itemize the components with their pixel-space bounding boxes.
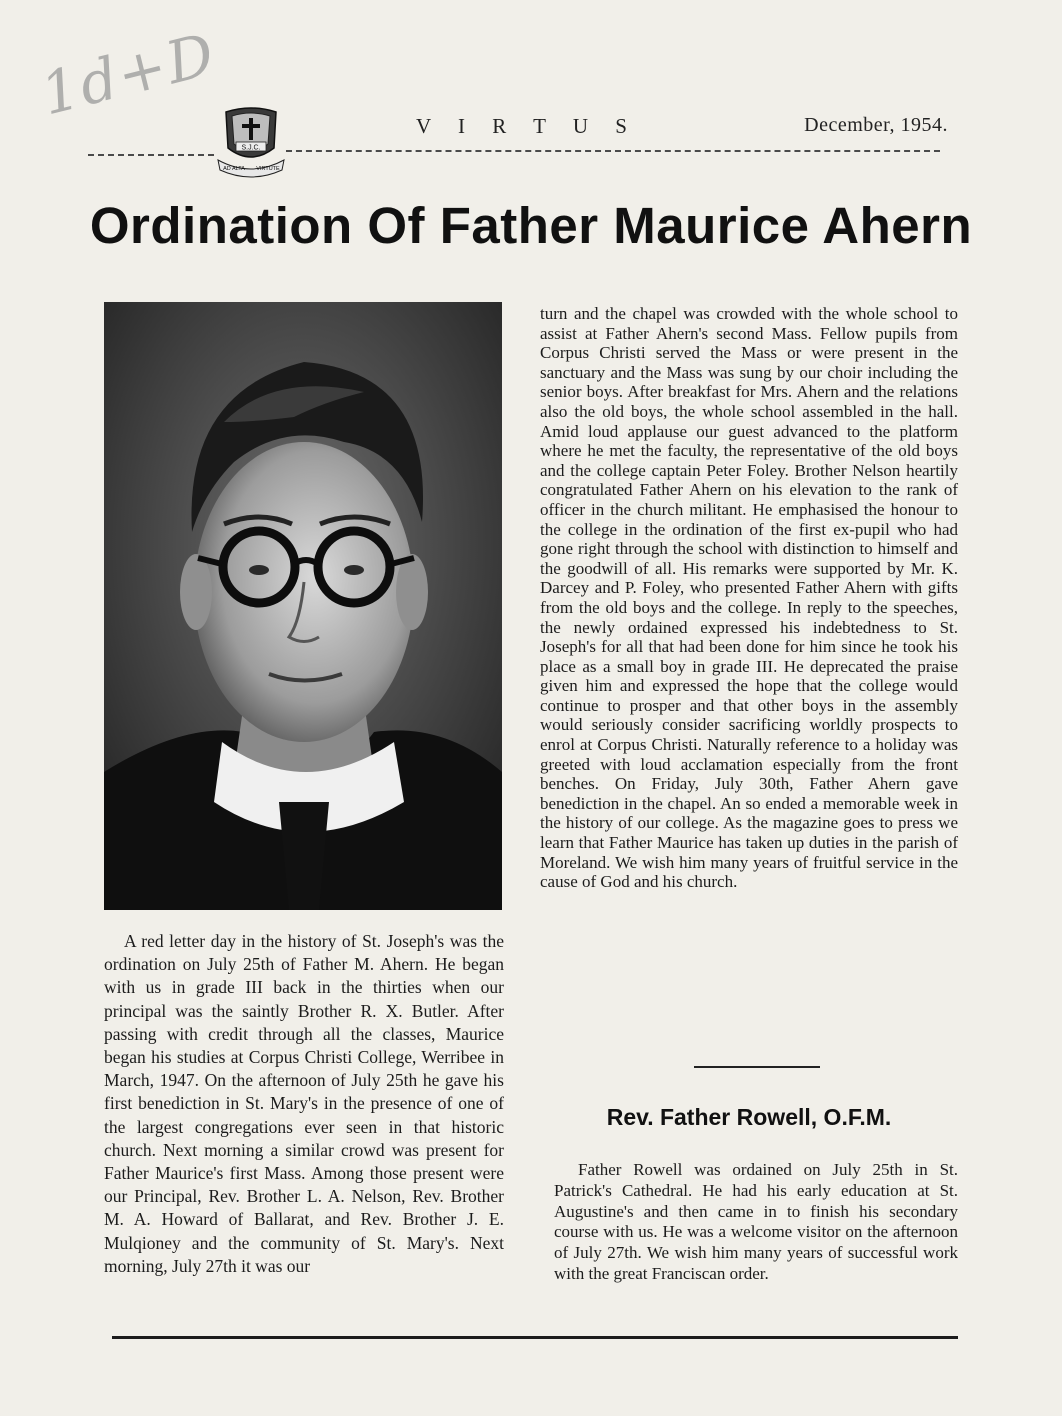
page-header xyxy=(88,100,958,180)
crest-initials: S.J.C. xyxy=(241,144,261,152)
article-left-column: A red letter day in the history of St. Joseph's was the ordination on July 25th of Father M. Ahern. He began with us in grade III back in the thirties when our principal was the saintly Brother R. X. Butler. After passing with credit through all the classes, Maurice began his studies at Corpus Christi College, Werribee in March, 1947. On the afternoon of July 25th he gave his first benediction in St. Mary's in the presence of one of the largest congregations ever seen in that historic church. Next morning a similar crowd was present for Father Maurice's first Mass. Among those present were our Principal, Rev. Brother L. A. Nelson, Rev. Brother M. A. Howard of Ballarat, and Rev. Brother J. E. Mulqioney and the community of St. Mary's. Next morning, July 27th it was our xyxy=(104,931,504,1276)
issue-date: December, 1954. xyxy=(804,114,948,136)
school-crest-icon xyxy=(216,104,286,180)
article-right-column: turn and the chapel was crowded with the whole school to assist at Father Ahern's second Mass. Fellow pupils from Corpus Christi served the Mass or were present in the sanctuary and the Mass was sung by our choir including the senior boys. After breakfast for Mrs. Ahern and the relations also the old boys, the whole school assembled in the hall. Amid loud applause our guest advanced to the platform where he met the faculty, the representative of the old boys and the college captain Peter Foley. Brother Nelson heartily congratulated Father Ahern on his elevation to the rank of officer in the church militant. He emphasised the honour to the college in the ordination of the first ex-pupil who had gone right through the school with distinction to himself and the goodwill of all. His remarks were supported by Mr. K. Darcey and P. Foley, who presented Father Ahern with gifts from the old boys and the college. In reply to the speeches, the newly ordained expressed his indebtedness to St. Joseph's for all that had been done for him since he took his place as a small boy in grade III. He deprecated the praise given him and expressed the hope that the college would continue to prosper and that other boys in the assembly would seriously consider sacrificing worldly prospects to enrol at Corpus Christi. Naturally reference to a holiday was greeted with loud acclamation especially from the front benches. On Friday, July 30th, Father Ahern gave benediction in the chapel. An so ended a memorable week in the history of our college. As the magazine goes to press we learn that Father Maurice has taken up duties in the parish of Moreland. We wish him many years of fruitful service in the cause of God and his church. xyxy=(540,304,958,892)
handwritten-note: 1d+D xyxy=(34,19,223,129)
page-bottom-rule xyxy=(112,1336,958,1339)
crest-motto-right: VIRTUTE xyxy=(256,166,280,172)
portrait-image xyxy=(104,302,502,910)
crest-motto-left: AD ALTA xyxy=(223,166,245,172)
header-rule-left xyxy=(88,154,214,156)
portrait-photo xyxy=(104,302,502,910)
article-title: Ordination Of Father Maurice Ahern xyxy=(89,197,973,254)
section-divider xyxy=(694,1066,820,1068)
second-article-body: Father Rowell was ordained on July 25th in St. Patrick's Cathedral. He had his early education at St. Augustine's and then came in to finish his secondary course with us. He was a welcome visitor on the afternoon of July 27th. We wish him many years of successful work with the great Franciscan order. xyxy=(554,1160,958,1283)
second-article-title: Rev. Father Rowell, O.F.M. xyxy=(606,1104,892,1130)
header-rule-right xyxy=(286,150,940,152)
masthead-title: V I R T U S xyxy=(416,114,638,138)
